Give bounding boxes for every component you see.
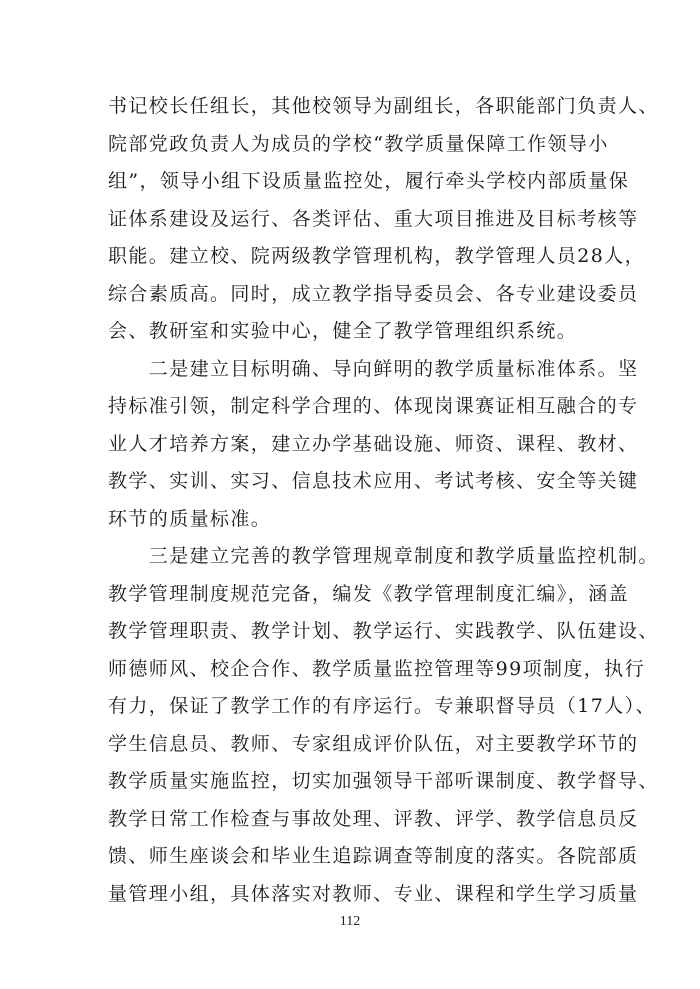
text-line: 教学管理职责、教学计划、教学运行、实践教学、队伍建设、	[108, 620, 659, 642]
text-line: 院部党政负责人为成员的学校“教学质量保障工作领导小	[108, 132, 609, 155]
text-line: 职能。建立校、院两级教学管理机构，教学管理人员28人，	[108, 245, 645, 267]
text-line: 学生信息员、教师、专家组成评价队伍，对主要教学环节的	[108, 732, 639, 755]
text-line: 组”，领导小组下设质量监控处，履行牵头学校内部质量保	[108, 170, 630, 192]
body-text	[108, 88, 659, 913]
text-line: 有力，保证了教学工作的有序运行。专兼职督导员（17人）、	[108, 695, 656, 717]
text-line: 教学日常工作检查与事故处理、评教、评学、教学信息员反	[108, 807, 639, 830]
text-line: 证体系建设及运行、各类评估、重大项目推进及目标考核等	[108, 207, 639, 230]
text-line: 教学、实训、实习、信息技术应用、考试考核、安全等关键	[108, 470, 639, 492]
text-line: 二是建立目标明确、导向鲜明的教学质量标准体系。坚	[108, 357, 639, 380]
text-line: 教学管理制度规范完备，编发《教学管理制度汇编》，涵盖	[108, 582, 629, 605]
text-line: 会、教研室和实验中心，健全了教学管理组织系统。	[108, 320, 578, 342]
page-number: 112	[339, 914, 361, 929]
text-line: 教学质量实施监控，切实加强领导干部听课制度、教学督导、	[108, 770, 659, 792]
text-line: 三是建立完善的教学管理规章制度和教学质量监控机制。	[108, 545, 659, 567]
text-line: 环节的质量标准。	[108, 507, 272, 530]
text-line: 师德师风、校企合作、教学质量监控管理等99项制度，执行	[108, 657, 645, 680]
text-line: 馈、师生座谈会和毕业生追踪调查等制度的落实。各院部质	[108, 845, 639, 867]
text-line: 书记校长任组长，其他校领导为副组长，各职能部门负责人、	[108, 95, 659, 117]
text-line: 量管理小组，具体落实对教师、专业、课程和学生学习质量	[108, 882, 639, 905]
text-line: 综合素质高。同时，成立教学指导委员会、各专业建设委员	[108, 282, 639, 305]
text-line: 持标准引领，制定科学合理的、体现岗课赛证相互融合的专	[108, 395, 639, 417]
text-line: 业人才培养方案，建立办学基础设施、师资、课程、教材、	[108, 432, 639, 455]
